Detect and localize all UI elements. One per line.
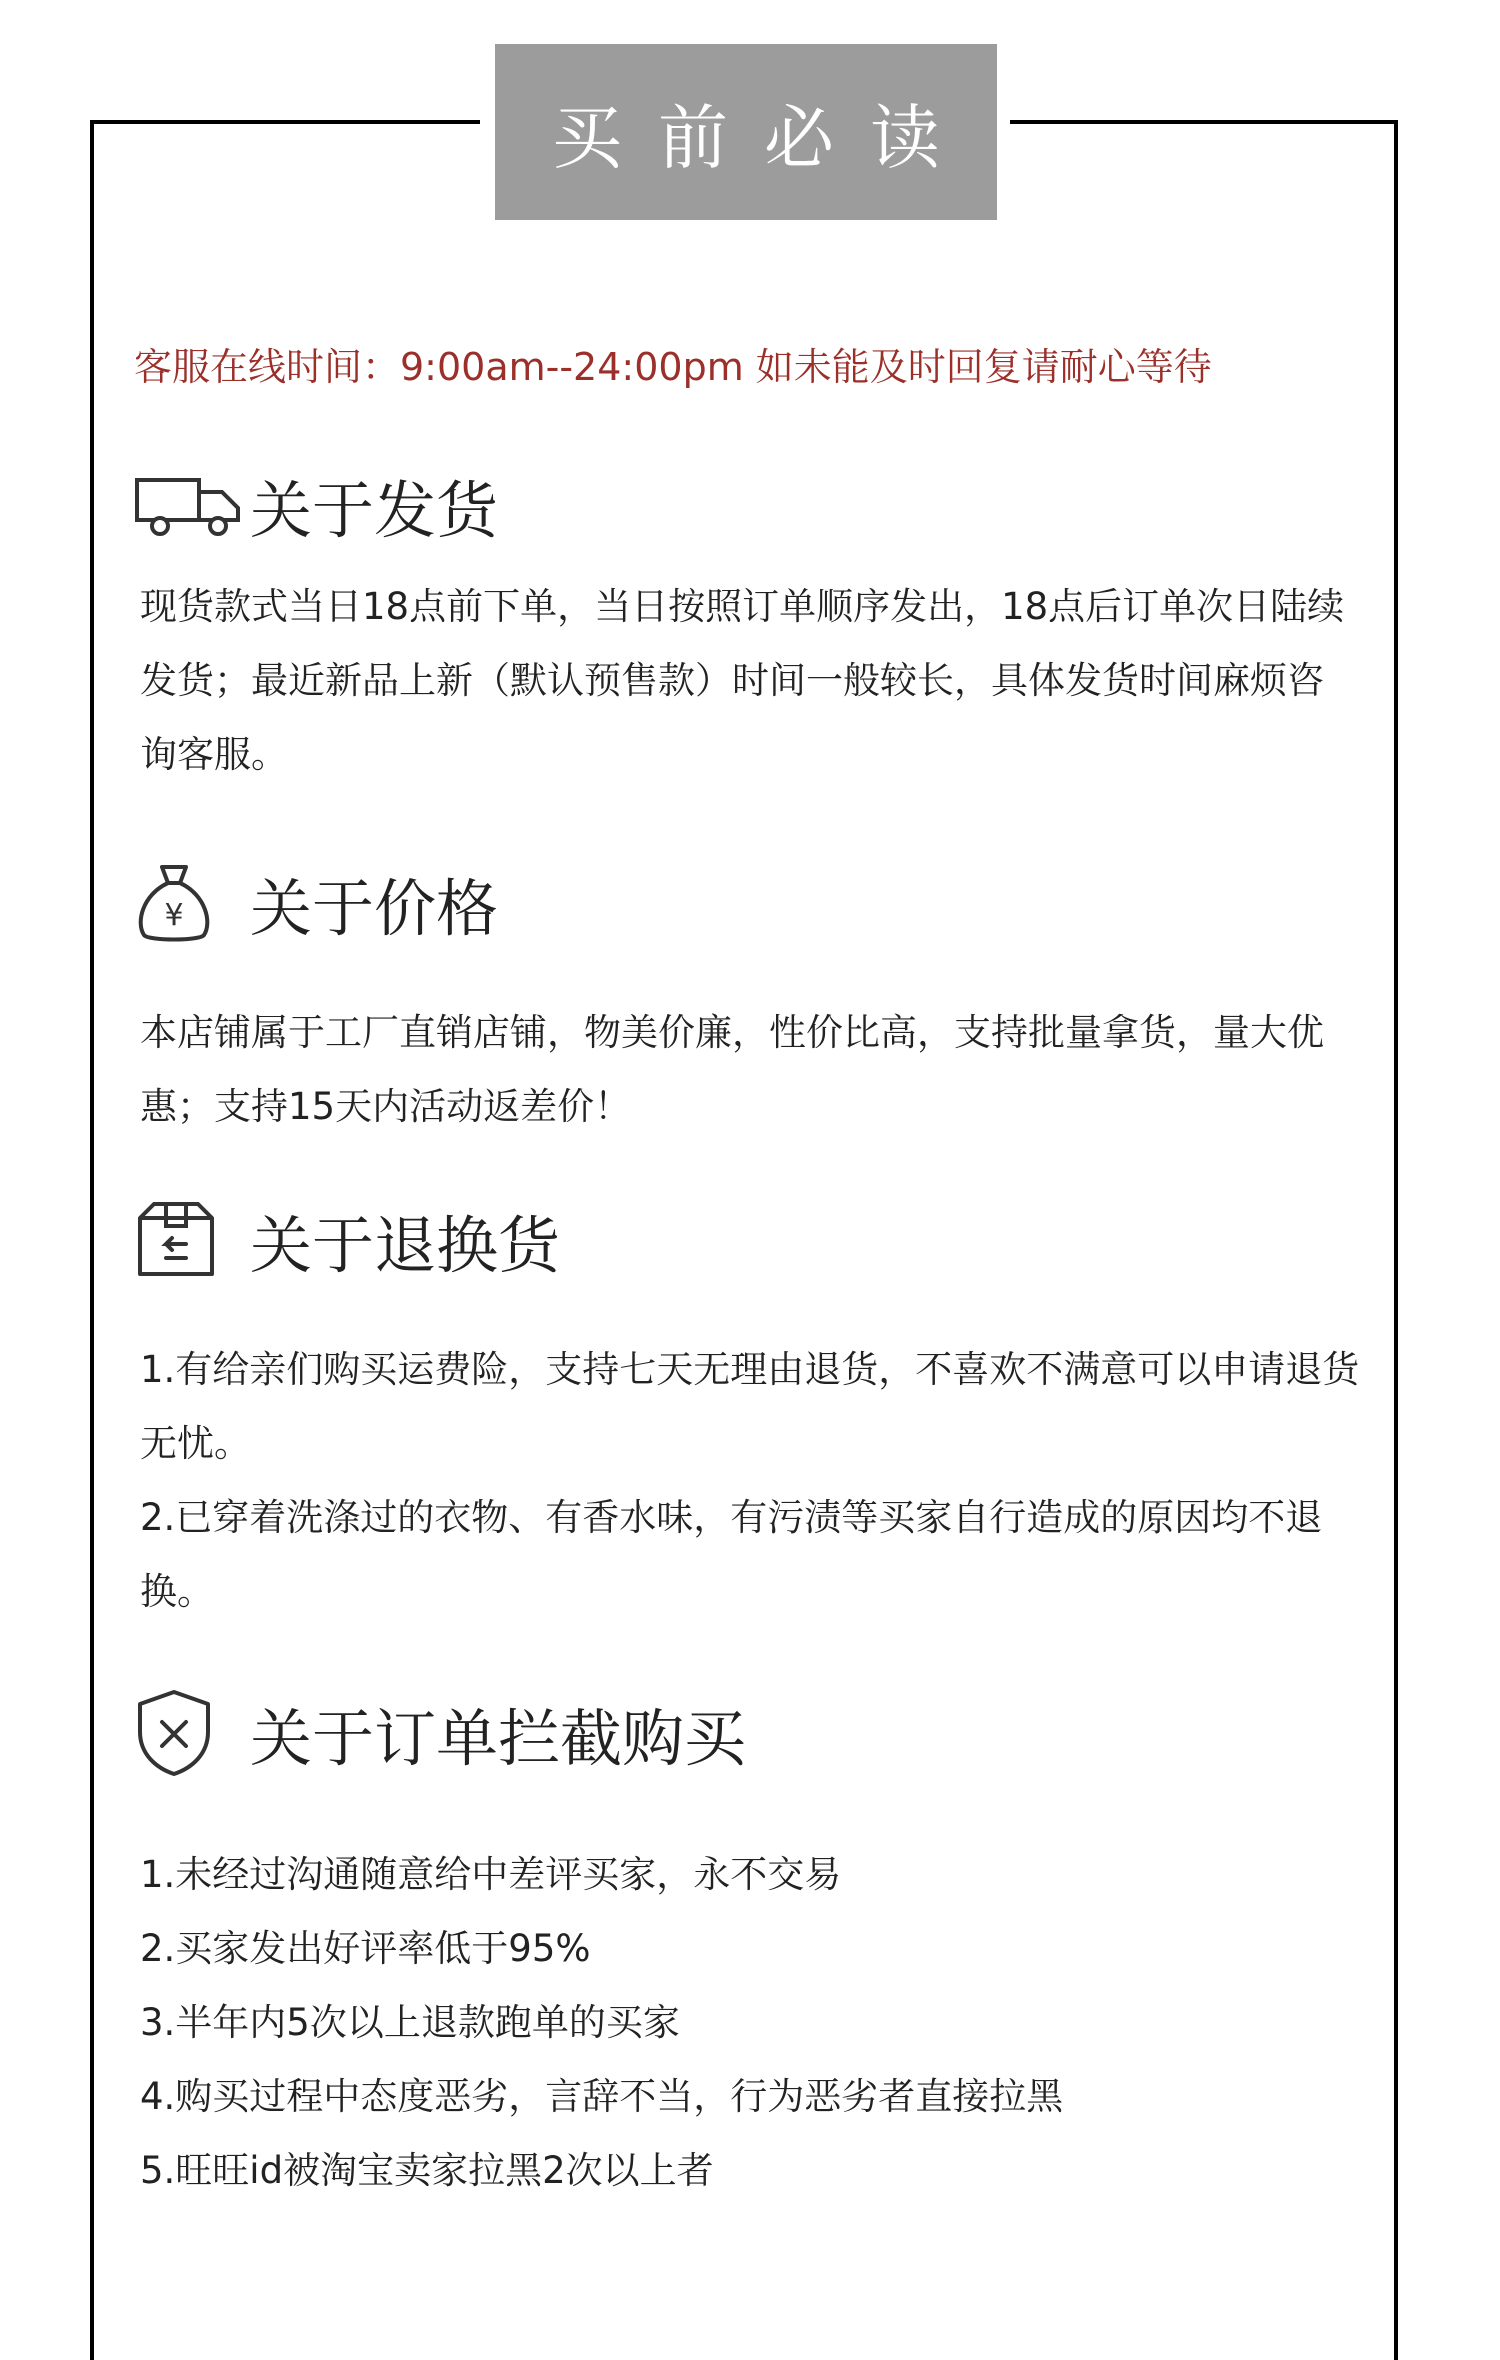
section-blocking-list (140, 1838, 1360, 2208)
list-item: 2.已穿着洗涤过的衣物、有香水味，有污渍等买家自行造成的原因均不退换。 (140, 1496, 1323, 1613)
page-title: 买前必读 (495, 44, 997, 220)
section-shipping-header (134, 460, 498, 550)
section-blocking-header (134, 1688, 746, 1778)
section-returns-heading: 关于退换货 (250, 1208, 561, 1282)
section-shipping-body (140, 570, 1360, 792)
list-item: 4.购买过程中态度恶劣，言辞不当，行为恶劣者直接拉黑 (140, 2075, 1064, 2118)
list-item: 3.半年内5次以上退款跑单的买家 (140, 2001, 680, 2044)
section-price-heading: 关于价格 (250, 871, 499, 945)
section-price-header (134, 858, 498, 948)
list-item: 5.旺旺id被淘宝卖家拉黑2次以上者 (140, 2149, 714, 2192)
section-blocking-heading: 关于订单拦截购买 (250, 1701, 747, 1775)
section-price-body (140, 996, 1360, 1144)
shield-x-icon (134, 1688, 244, 1778)
shipping-text: 现货款式当日18点前下单，当日按照订单顺序发出，18点后订单次日陆续发货；最近新品上新（默认预售款）时间一般较长，具体发货时间麻烦咨询客服。 (140, 585, 1345, 776)
price-text: 本店铺属于工厂直销店铺，物美价廉，性价比高，支持批量拿货，量大优惠；支持15天内活动返差价！ (140, 1011, 1324, 1128)
svg-text:¥: ¥ (164, 898, 184, 933)
money-bag-icon (134, 861, 244, 945)
list-item: 1.未经过沟通随意给中差评买家，永不交易 (140, 1853, 842, 1896)
section-returns-list (140, 1333, 1360, 1629)
delivery-truck-icon (134, 470, 244, 540)
list-item: 1.有给亲们购买运费险，支持七天无理由退货，不喜欢不满意可以申请退货无忧。 (140, 1348, 1360, 1465)
return-box-icon (134, 1198, 244, 1282)
section-returns-header (134, 1195, 560, 1285)
list-item: 2.买家发出好评率低于95% (140, 1927, 591, 1970)
service-hours-notice: 客服在线时间：9:00am--24:00pm 如未能及时回复请耐心等待 (134, 345, 1212, 389)
section-shipping-heading: 关于发货 (250, 473, 499, 547)
